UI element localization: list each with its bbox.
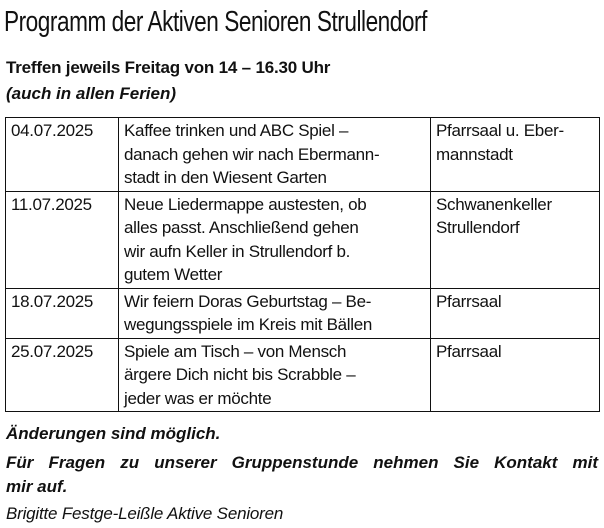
signature: Brigitte Festge-Leißle Aktive Senioren — [6, 504, 284, 523]
event-date: 25.07.2025 — [11, 341, 94, 361]
date-cell — [6, 191, 119, 288]
description-line: Spiele am Tisch – von Mensch — [124, 341, 347, 361]
date-cell — [6, 338, 119, 412]
event-date: 18.07.2025 — [11, 291, 94, 311]
event-date: 04.07.2025 — [11, 121, 94, 140]
description-cell — [119, 338, 431, 412]
description-line: alles passt. Anschließend gehen — [124, 218, 359, 237]
description-line: ärgere Dich nicht bis Scrabble – — [124, 365, 356, 384]
description-line: wir aufn Keller in Strullendorf b. — [124, 241, 351, 261]
description-line: Wir feiern Doras Geburtstag – Be- — [124, 291, 372, 311]
table-row — [6, 338, 600, 412]
place-line: mannstadt — [436, 144, 513, 164]
event-date: 11.07.2025 — [11, 194, 92, 214]
contact-line: mir auf. — [6, 476, 68, 496]
changes-note: Änderungen sind möglich. — [6, 424, 221, 443]
description-line: danach gehen wir nach Ebermann- — [124, 144, 380, 164]
contact-note — [6, 451, 598, 498]
table-row — [6, 288, 600, 338]
description-line: stadt in den Wiesent Garten — [124, 168, 327, 187]
description-cell — [119, 118, 431, 192]
place-cell — [431, 118, 600, 192]
description-cell — [119, 288, 431, 338]
page-title: Programm der Aktiven Senioren Strullendorf — [4, 6, 427, 38]
place-line: Strullendorf — [436, 218, 520, 237]
description-line: Kaffee trinken und ABC Spiel – — [124, 121, 349, 140]
contact-line: Für Fragen zu unserer Gruppenstunde nehmen Sie Kontakt mit — [6, 453, 598, 472]
schedule-table — [5, 117, 600, 412]
holiday-note: (auch in allen Ferien) — [6, 84, 177, 103]
table-row — [6, 118, 600, 192]
place-cell — [431, 338, 600, 412]
description-line: Neue Liedermappe austesten, ob — [124, 194, 367, 214]
place-line: Pfarrsaal — [436, 341, 502, 361]
place-line: Pfarrsaal — [436, 291, 502, 311]
date-cell — [6, 288, 119, 338]
meeting-time: Treffen jeweils Freitag von 14 – 16.30 Uhr — [6, 58, 331, 77]
description-line: gutem Wetter — [124, 265, 223, 284]
description-cell — [119, 191, 431, 288]
place-cell — [431, 288, 600, 338]
place-line: Schwanenkeller — [436, 194, 552, 214]
place-line: Pfarrsaal u. Eber- — [436, 121, 564, 140]
table-row — [6, 191, 600, 288]
description-line: jeder was er möchte — [124, 388, 272, 408]
date-cell — [6, 118, 119, 192]
description-line: wegungsspiele im Kreis mit Bällen — [124, 315, 373, 334]
place-cell — [431, 191, 600, 288]
